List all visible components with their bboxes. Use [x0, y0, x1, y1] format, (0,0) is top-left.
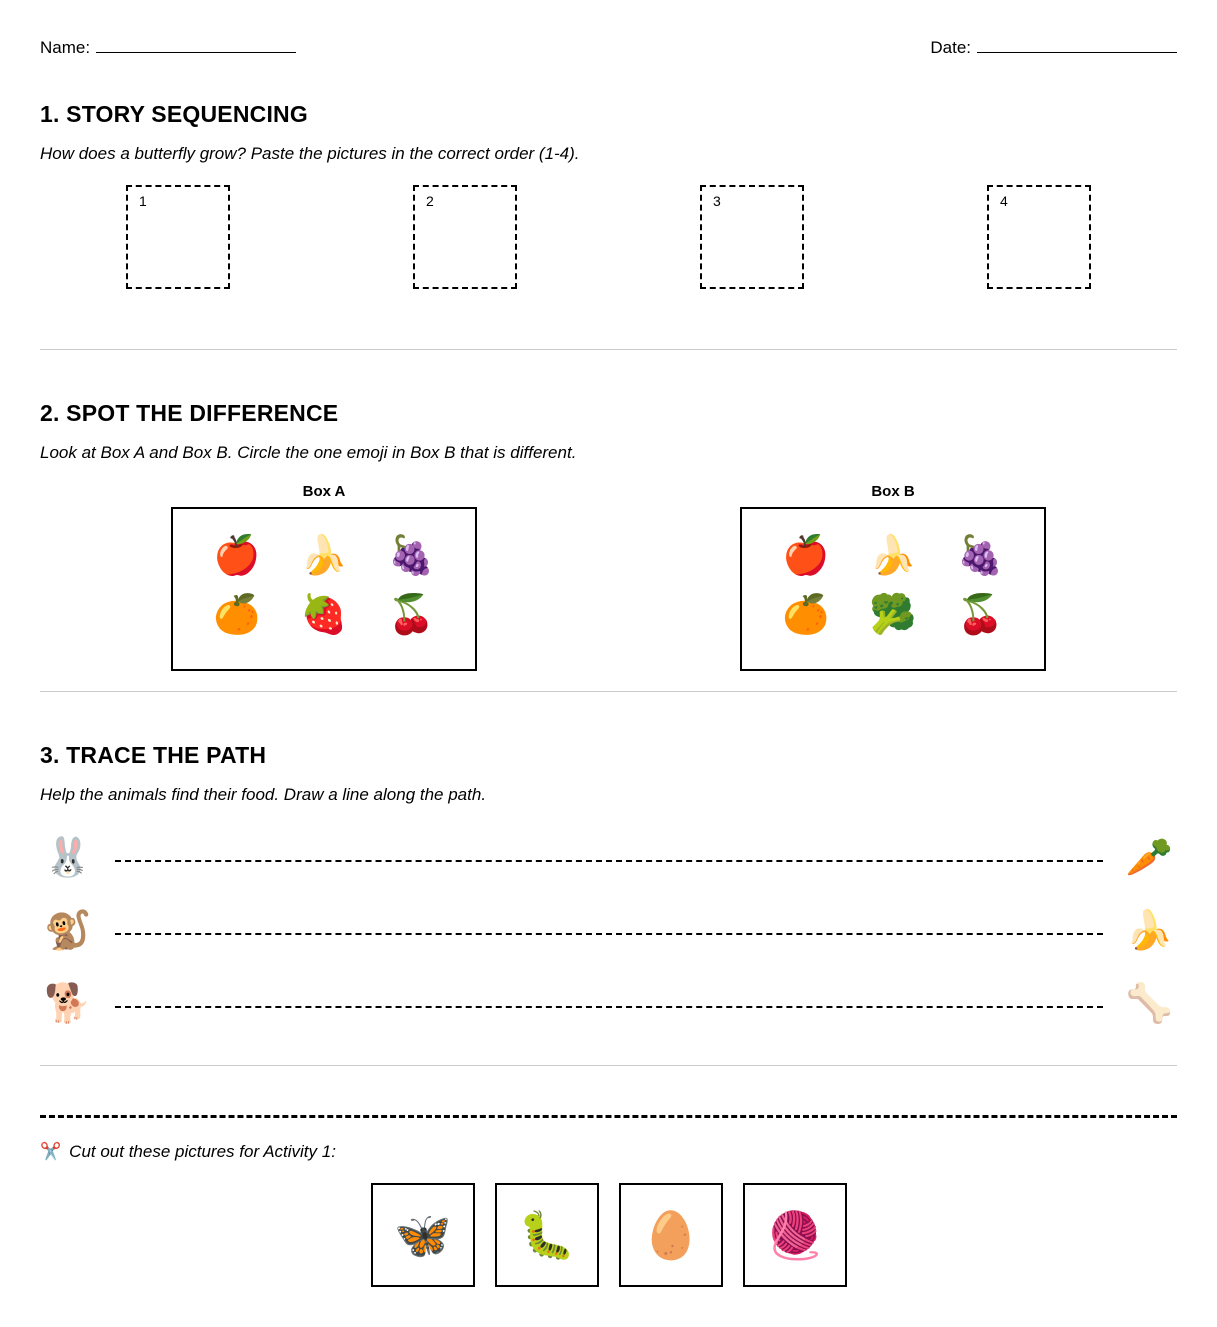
cutout-card-caterpillar[interactable]: [495, 1183, 599, 1287]
grapes-icon[interactable]: 🍇: [956, 534, 1004, 577]
section-title-spot-the-difference: 2. SPOT THE DIFFERENCE: [40, 400, 339, 426]
monkey-icon: 🐒: [44, 910, 92, 952]
apple-icon[interactable]: 🍎: [782, 534, 830, 577]
orange-icon: 🍊: [213, 593, 261, 636]
carrot-icon: 🥕: [1125, 837, 1173, 879]
sequence-number: 2: [426, 193, 434, 209]
section-instruction: Look at Box A and Box B. Circle the one emoji in Box B that is different.: [40, 443, 577, 462]
section-instruction: How does a butterfly grow? Paste the pictures in the correct order (1-4).: [40, 144, 580, 163]
trace-path-line[interactable]: [115, 933, 1103, 935]
section-divider: [40, 349, 1177, 350]
section-instruction: Help the animals find their food. Draw a line along the path.: [40, 785, 487, 804]
cutout-card-egg[interactable]: [619, 1183, 723, 1287]
name-field: [40, 38, 296, 58]
dog-icon: 🐕: [44, 983, 92, 1025]
cutout-card-yarn[interactable]: [743, 1183, 847, 1287]
header-row: [40, 38, 1177, 62]
grapes-icon: 🍇: [387, 534, 435, 577]
box-b: [740, 507, 1046, 671]
date-blank-line[interactable]: [977, 39, 1177, 53]
apple-icon: 🍎: [213, 534, 261, 577]
name-label: Name:: [40, 38, 91, 57]
sequence-box-3[interactable]: [700, 185, 804, 289]
banana-icon: 🍌: [300, 534, 348, 577]
date-field: [930, 38, 1177, 58]
box-b-label: Box B: [871, 483, 915, 500]
banana-icon[interactable]: 🍌: [869, 534, 917, 577]
trace-path-row: [40, 979, 1177, 1029]
box-a-label: Box A: [302, 483, 346, 500]
box-a: [171, 507, 477, 671]
sequence-box-2[interactable]: [413, 185, 517, 289]
date-label: Date:: [930, 38, 971, 57]
cherries-icon: 🍒: [387, 593, 435, 636]
broccoli-icon[interactable]: 🥦: [869, 593, 917, 636]
trace-path-line[interactable]: [115, 1006, 1103, 1008]
box-a-grid: [173, 509, 475, 669]
butterfly-icon: 🦋: [394, 1209, 452, 1261]
sequence-box-4[interactable]: [987, 185, 1091, 289]
egg-icon: 🥚: [642, 1209, 700, 1261]
yarn-icon: 🧶: [766, 1209, 824, 1261]
sequence-number: 3: [713, 193, 721, 209]
box-b-grid: [742, 509, 1044, 669]
orange-icon[interactable]: 🍊: [782, 593, 830, 636]
cutout-instruction-row: [40, 1142, 336, 1162]
rabbit-icon: 🐰: [44, 837, 92, 879]
scissors-icon: ✂️: [40, 1142, 62, 1161]
section-title-story-sequencing: 1. STORY SEQUENCING: [40, 101, 308, 127]
cutout-card-butterfly[interactable]: [371, 1183, 475, 1287]
name-blank-line[interactable]: [96, 39, 296, 53]
trace-path-row: [40, 906, 1177, 956]
sequence-box-1[interactable]: [126, 185, 230, 289]
bone-icon: 🦴: [1125, 983, 1173, 1025]
section-divider: [40, 691, 1177, 692]
sequence-number: 1: [139, 193, 147, 209]
section-divider: [40, 1065, 1177, 1066]
sequence-number: 4: [1000, 193, 1008, 209]
caterpillar-icon: 🐛: [518, 1209, 576, 1261]
trace-path-line[interactable]: [115, 860, 1103, 862]
trace-path-row: [40, 833, 1177, 883]
section-title-trace-the-path: 3. TRACE THE PATH: [40, 742, 267, 768]
cut-line: [40, 1115, 1177, 1118]
cutout-instruction: Cut out these pictures for Activity 1:: [69, 1142, 336, 1161]
strawberry-icon: 🍓: [300, 593, 348, 636]
banana-icon: 🍌: [1125, 910, 1173, 952]
cherries-icon[interactable]: 🍒: [956, 593, 1004, 636]
